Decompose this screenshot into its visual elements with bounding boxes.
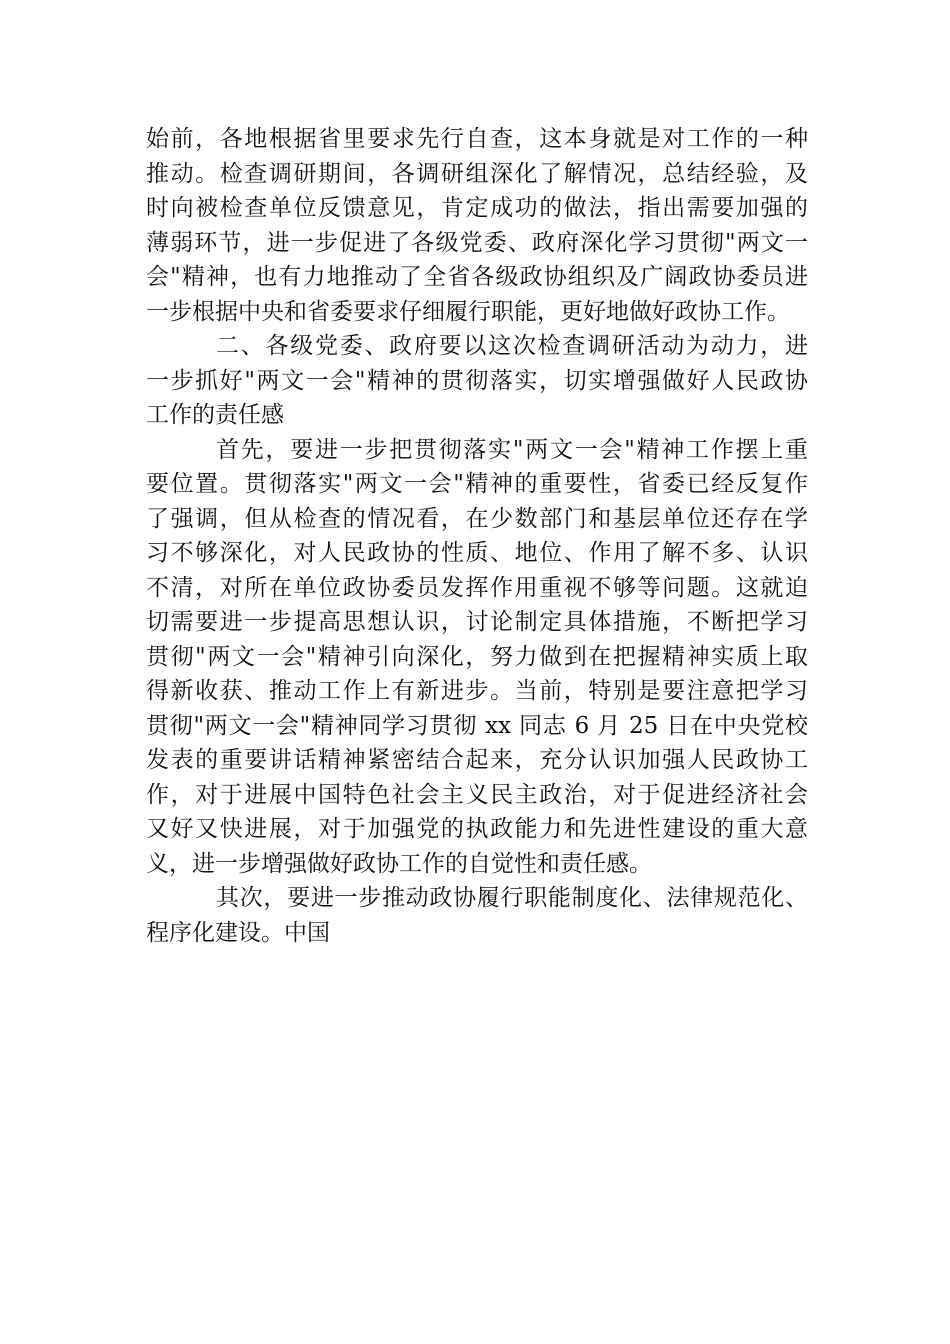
- text-line: 贯彻"两文一会"精神同学习贯彻 xx 同志 6 月 25 日在中央党校: [146, 712, 808, 739]
- text-line: 了强调，但从检查的情况看，在少数部门和基层单位还存在学: [146, 505, 808, 532]
- text-line: 义，进一步增强做好政协工作的自觉性和责任感。: [146, 850, 652, 877]
- text-line: 一步根据中央和省委要求仔细履行职能，更好地做好政协工作。: [146, 298, 790, 325]
- text-line: 习不够深化，对人民政协的性质、地位、作用了解不多、认识: [146, 540, 808, 566]
- section-heading-line: 一步抓好"两文一会"精神的贯彻落实，切实增强做好人民政协: [146, 367, 808, 394]
- text-line: 又好又快进展，对于加强党的执政能力和先进性建设的重大意: [146, 816, 808, 842]
- text-line: 薄弱环节，进一步促进了各级党委、政府深化学习贯彻"两文一: [146, 229, 808, 256]
- text-line: 要位置。贯彻落实"两文一会"精神的重要性，省委已经反复作: [146, 471, 808, 497]
- text-line: 发表的重要讲话精神紧密结合起来，充分认识加强人民政协工: [146, 747, 808, 773]
- text-line: 时向被检查单位反馈意见，肯定成功的做法，指出需要加强的: [146, 195, 808, 221]
- text-line: 推动。检查调研期间，各调研组深化了解情况，总结经验，及: [146, 160, 808, 187]
- text-line: 不清，对所在单位政协委员发挥作用重视不够等问题。这就迫: [146, 574, 808, 601]
- text-line: 作，对于进展中国特色社会主义民主政治，对于促进经济社会: [146, 781, 808, 808]
- text-line: 始前，各地根据省里要求先行自查，这本身就是对工作的一种: [146, 126, 808, 152]
- text-line: 得新收获、推动工作上有新进步。当前，特别是要注意把学习: [146, 678, 808, 704]
- text-line: 其次，要进一步推动政协履行职能制度化、法律规范化、: [216, 885, 808, 911]
- text-line: 切需要进一步提高思想认识，讨论制定具体措施，不断把学习: [146, 609, 808, 635]
- text-line: 会"精神，也有力地推动了全省各级政协组织及广阔政协委员进: [146, 264, 808, 290]
- text-line: 贯彻"两文一会"精神引向深化，努力做到在把握精神实质上取: [146, 643, 808, 670]
- text-line: 程序化建设。中国: [146, 919, 330, 946]
- document-body: [146, 122, 808, 950]
- section-heading-line: 二、各级党委、政府要以这次检查调研活动为动力，进: [216, 333, 808, 359]
- section-heading-line: 工作的责任感: [146, 402, 284, 428]
- text-line: 首先，要进一步把贯彻落实"两文一会"精神工作摆上重: [216, 436, 808, 463]
